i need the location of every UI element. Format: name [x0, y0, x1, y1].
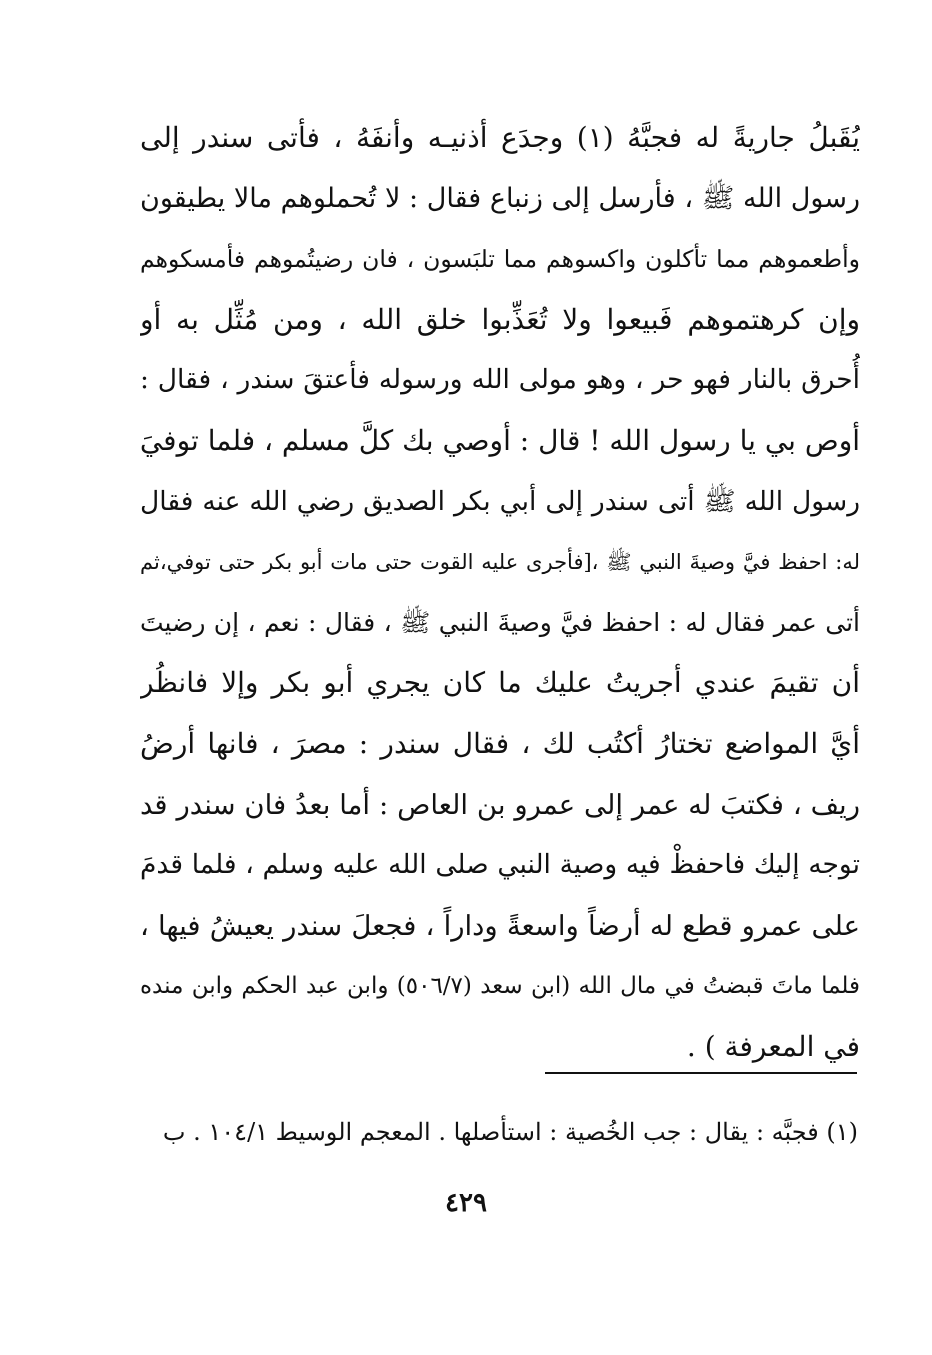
text-line: أُحرق بالنار فهو حر ، وهو مولى الله ورسوله فأعتقَ سندر ، فقال : [140, 364, 860, 396]
text-line: رسول الله ﷺ ، فأرسل إلى زنباع فقال : لا تُحملوهم مالا يطيقون [140, 182, 860, 214]
text-line: أتى عمر فقال له : احفظ فيَّ وصيةَ النبي ﷺ ، فقال : نعم ، إن رضيتَ [140, 607, 860, 637]
text-line: وإن كرهتموهم فَبيعوا ولا تُعَذِّبوا خلق الله ، ومن مُثِّل به أو [140, 302, 860, 336]
main-text-block [140, 108, 860, 1078]
text-line: توجه إليك فاحفظْ فيه وصية النبي صلى الله عليه وسلم ، فلما قدمَ [140, 849, 860, 881]
text-line: فلما ماتَ قبضتُ في مال الله (ابن سعد (٥٠٦/٧) وابن عبد الحكم وابن منده [140, 973, 860, 1000]
text-line: وأطعموهم مما تأكلون واكسوهم مما تلبَسون ، فان رضيتُموهم فأمسكوهم [140, 245, 860, 274]
text-line: ريف ، فكتبَ له عمر إلى عمرو بن العاص : أما بعدُ فان سندر قد [140, 788, 860, 821]
text-line: على عمرو قطع له أرضاً واسعةً وداراً ، فجعلَ سندر يعيشُ فيها ، [140, 909, 860, 942]
text-line: أوص بي يا رسول الله ! قال : أوصي بك كلَّ مسلم ، فلما توفيَ [140, 423, 860, 457]
text-line: أيَّ المواضع تختارُ أكتُب لك ، فقال سندر : مصرَ ، فانها أرضُ [140, 726, 860, 760]
page-number: ٤٢٩ [445, 1188, 487, 1218]
footnote: (١) فجبَّه : يقال : جب الخُصية : استأصلها . المعجم الوسيط ١٠٤/١ . ب [162, 1118, 858, 1146]
footnote-divider [545, 1072, 857, 1074]
text-line: يُقَبلُ جاريةً له فجبَّهُ (١) وجدَع أذنيـه وأنفَهُ ، فأتى سندر إلى [140, 121, 860, 154]
text-line: له: احفظ فيَّ وصيةَ النبي ﷺ ،[فأجرى عليه القوت حتى مات أبو بكر حتى توفي،ثم [140, 550, 860, 575]
text-line: في المعرفة ) . [686, 1029, 860, 1063]
text-line: أن تقيمَ عندي أجريتُ عليك ما كان يجري أبو بكر وإلا فانظُر [140, 666, 860, 700]
text-line: رسول الله ﷺ أتى سندر إلى أبي بكر الصديق رضي الله عنه فقال [140, 485, 860, 517]
